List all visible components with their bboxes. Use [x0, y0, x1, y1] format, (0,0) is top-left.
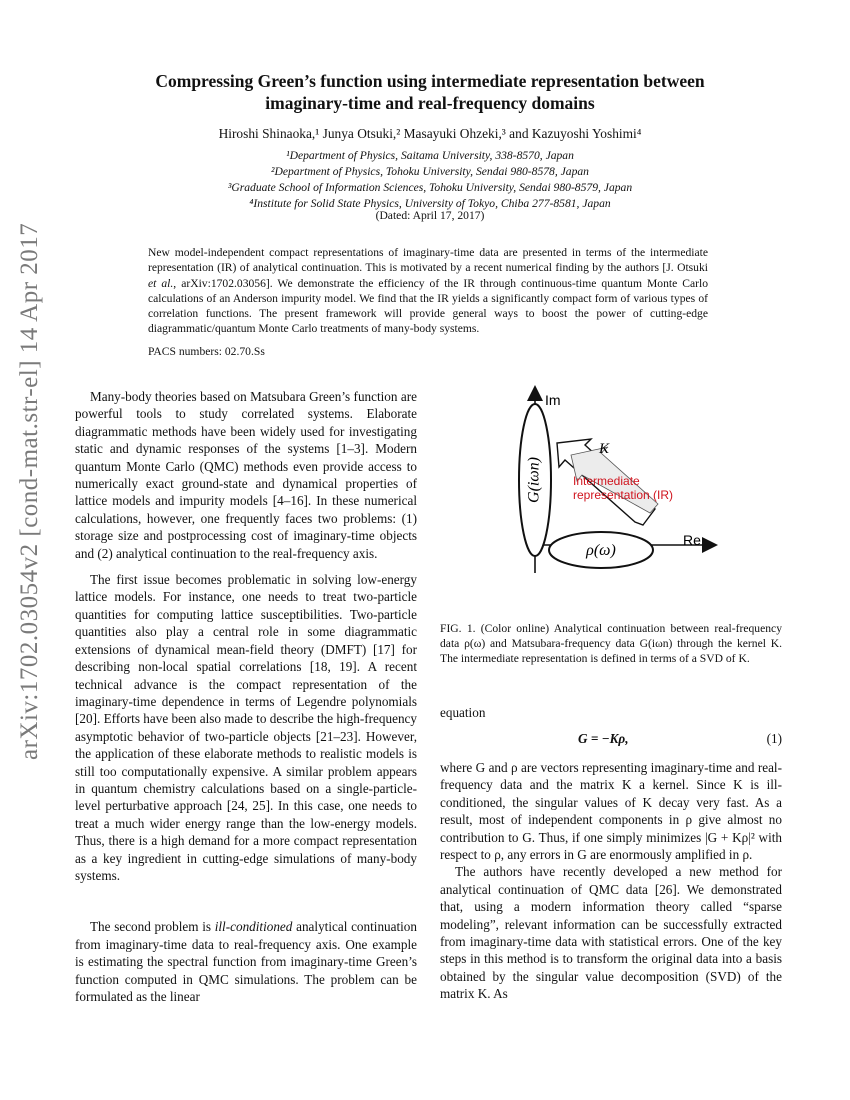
re-axis-label: Re [683, 532, 701, 548]
right-column [440, 759, 782, 1003]
author-list: Hiroshi Shinaoka,¹ Junya Otsuki,² Masayuki Ohzeki,³ and Kazuyoshi Yoshimi⁴ [218, 126, 642, 141]
paper-title [100, 70, 760, 114]
abstract-et-al: et al. [148, 276, 174, 290]
equation-body: G = −Kρ, [578, 731, 629, 746]
figure-1-diagram [505, 385, 720, 580]
abstract-part-1: New model-independent compact representations of imaginary-time data are presented in terms of the intermediate representation (IR) of analytical continuation. This is motivated by a recent numerical finding by the authors [J. Otsuki [148, 246, 708, 275]
affiliation-2: ²Department of Physics, Tohoku University, Sendai 980-8578, Japan [271, 165, 589, 178]
affiliation-1: ¹Department of Physics, Saitama University, 338-8570, Japan [286, 149, 574, 162]
im-axis-label: Im [545, 392, 561, 408]
para3-text-a: The second problem is [90, 919, 215, 935]
affiliation-4: ⁴Institute for Solid State Physics, University of Tokyo, Chiba 277-8581, Japan [249, 197, 611, 210]
kernel-label: K [599, 441, 610, 457]
intro-paragraph-3 [75, 918, 417, 1005]
right-paragraph-1: where G and ρ are vectors representing imaginary-time and real-frequency data and the matrix K a kernel. Since K is ill-conditioned, the singular values of K decay very fast. As a result, most of independent components in ρ give almost no contribution to G. Thus, if one simply minimizes |G + Kρ|² with respect to ρ, any errors in G are enormously amplified in ρ. [440, 760, 782, 863]
figure-1-caption: FIG. 1. (Color online) Analytical continuation between real-frequency data ρ(ω) and Matsubara-frequency data G(iωn) through the kernel K. The intermediate representation is defined in terms of a SVD of K. [440, 622, 782, 666]
pacs-numbers: PACS numbers: 02.70.Ss [148, 345, 265, 358]
arxiv-sidebar-stamp: arXiv:1702.03054v2 [cond-mat.str-el] 14 Apr 2017 [16, 222, 43, 760]
abstract-part-2: , arXiv:1702.03056]. We demonstrate the efficiency of the IR through continuous-time quantum Monte Carlo calculations of an Anderson impurity model. We find that the IR yields a significantly compact form of various types of correlation functions. The present framework will provide general ways to boost the power of cutting-edge diagrammatic/quantum Monte Carlo treatments of many-body systems. [148, 276, 708, 336]
title-line-2: imaginary-time and real-frequency domains [265, 93, 595, 113]
equation-number: (1) [766, 731, 782, 746]
left-column [75, 388, 417, 1005]
title-line-1: Compressing Green’s function using intermediate representation between [155, 71, 705, 91]
para3-text-b: analytical continuation from imaginary-time data to real-frequency axis. One example is estimating the spectral function from imaginary-time Green’s function computed in QMC simulations. The problem can be formulated as the linear [75, 919, 417, 1004]
ir-label-line-1: Intermediate [573, 474, 640, 488]
date-line: (Dated: April 17, 2017) [375, 209, 485, 222]
ir-label-line-2: representation (IR) [573, 488, 674, 502]
affiliations [100, 148, 760, 212]
g-label: G(iωn) [525, 457, 543, 503]
right-paragraph-2: The authors have recently developed a new method for analytical continuation of QMC data [26]. We demonstrated that, using a modern information theory called “sparse modeling”, relevant information can be successfully extracted from imaginary-time data with statistical errors. One of the key steps in this method is to transform the original data into a basis obtained by the singular value decomposition (SVD) of the matrix K. As [440, 864, 782, 1002]
equation-intro: equation [440, 705, 486, 720]
intro-paragraph-2: The first issue becomes problematic in solving low-energy lattice models. For instance, one needs to treat two-particle quantities for computing lattice susceptibilities. Two-particle quantities also play a central role in some diagrammatic extensions of dynamical mean-field theory (DMFT) [17] for describing non-local spatial correlations [18, 19]. A recent technical advance is the compact representation of the imaginary-time dependence in terms of Legendre polynomials [20]. Efforts have been also made to describe the high-frequency asymptotic behavior of two-particle objects [21–23]. However, the application of these elaborate methods to realistic models is still too computationally expensive. A similar problem appears in quantum chemistry calculations based on a single-particle-level perturbative approach [24, 25]. In this case, one needs to treat a much wider energy range than the low-energy models. Thus, there is a high demand for a more compact representation as a key ingredient in cutting-edge simulations of many-body systems. [75, 572, 417, 883]
rho-label: ρ(ω) [586, 542, 616, 559]
abstract [148, 245, 708, 337]
affiliation-3: ³Graduate School of Information Sciences, Tohoku University, Sendai 980-8579, Japan [227, 181, 633, 194]
para3-emphasis: ill-conditioned [214, 919, 293, 935]
intro-paragraph-1: Many-body theories based on Matsubara Green’s function are powerful tools to study correlated systems. Elaborate diagrammatic methods have been widely used for investigating static and dynamic responses of the systems [1–3]. Modern quantum Monte Carlo (QMC) methods even provide access to numerically exact ground-state and dynamical properties of lattice models and impurity models [4–16]. In these numerical calculations, however, one frequently faces two problems: (1) storage size and postprocessing cost of imaginary-time objects and (2) analytical continuation to the real-frequency axis. [75, 389, 417, 561]
